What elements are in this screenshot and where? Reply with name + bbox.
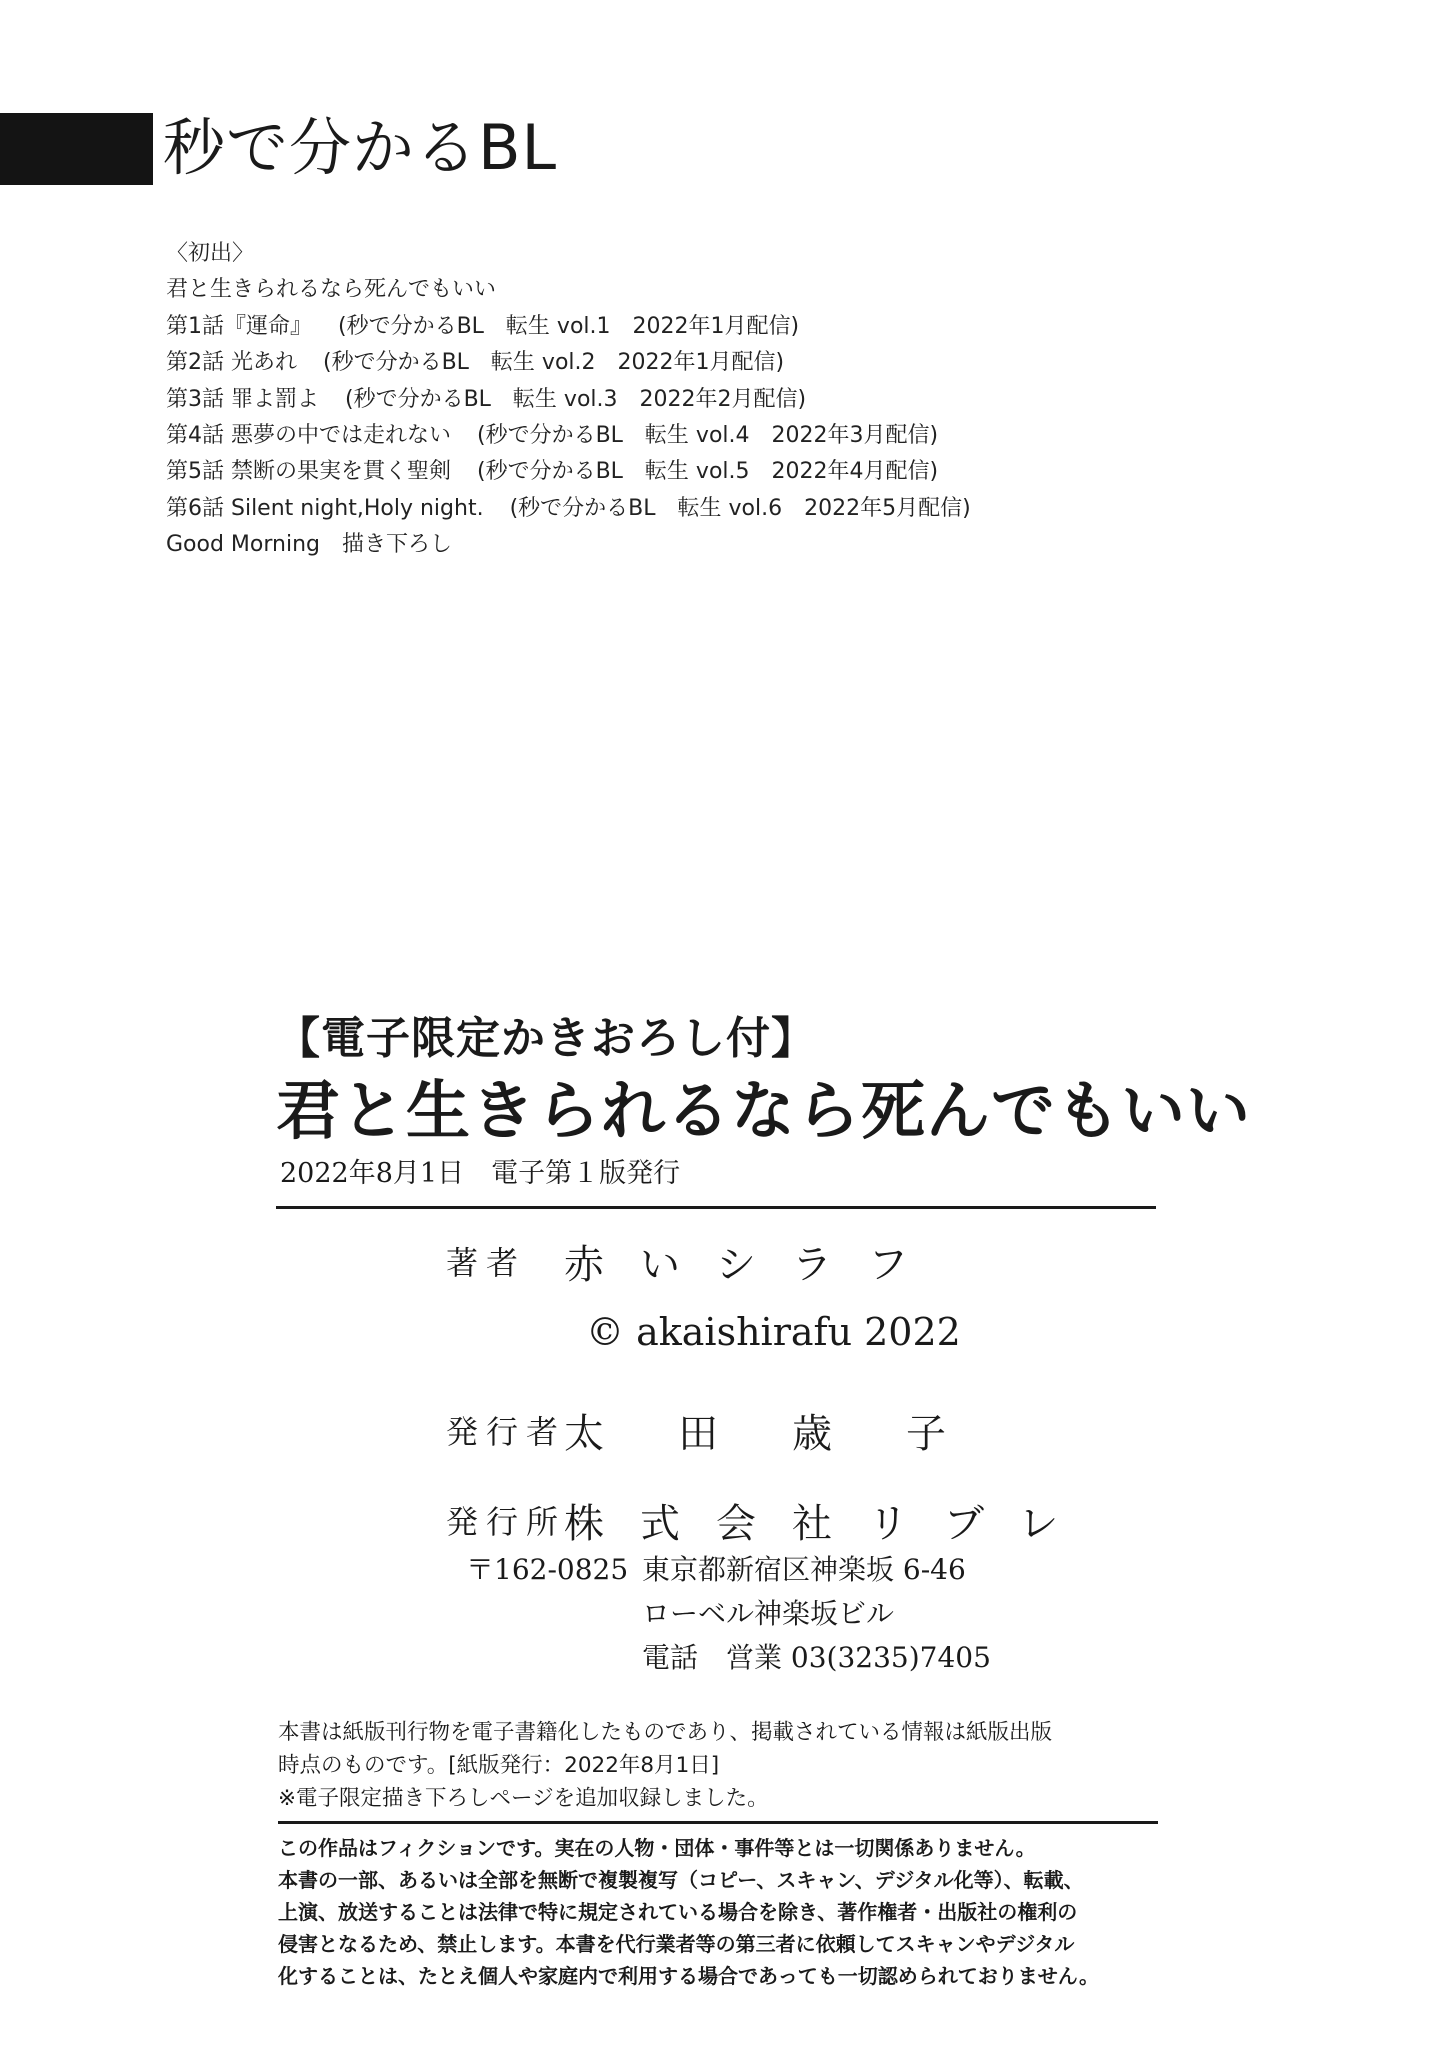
- credits: [446, 1226, 1095, 1560]
- divider: [276, 1206, 1156, 1209]
- note-line: 時点のものです。[紙版発行：2022年8月1日]: [278, 1753, 720, 1778]
- legal-line: この作品はフィクションです。実在の人物・団体・事件等とは一切関係ありません。: [278, 1836, 1036, 1860]
- author-name: 赤いシラフ: [564, 1241, 944, 1288]
- episode-title: 第3話 罪よ罰よ: [166, 386, 319, 412]
- episode-title: 第6話 Silent night,Holy night.: [166, 495, 484, 521]
- list-item: [166, 382, 971, 418]
- colophon-header: [276, 1010, 1251, 1209]
- list-item: [166, 418, 971, 454]
- house-role: 発行所: [446, 1503, 567, 1541]
- address-building: ローベル神楽坂ビル: [642, 1597, 895, 1630]
- legal-line: 上演、放送することは法律で特に規定されている場合を除き、著作権者・出版社の権利の: [278, 1900, 1078, 1924]
- notes: [278, 1716, 1158, 1992]
- episode-source: (秒で分かるBL 転生 vol.3 2022年2月配信): [345, 386, 807, 412]
- house-name: 株式会社リブレ: [564, 1500, 1095, 1547]
- edition-banner: 【電子限定かきおろし付】: [276, 1013, 816, 1064]
- first-publication-book: 君と生きられるなら死んでもいい: [166, 277, 497, 303]
- list-item: [166, 309, 971, 345]
- episode-source: (秒で分かるBL 転生 vol.6 2022年5月配信): [509, 495, 971, 521]
- episode-source: (秒で分かるBL 転生 vol.4 2022年3月配信): [477, 423, 939, 449]
- list-item: [166, 491, 971, 527]
- legal-line: 本書の一部、あるいは全部を無断で複製複写（コピー、スキャン、デジタル化等）、転載、: [278, 1868, 1084, 1892]
- address-block: [466, 1548, 991, 1680]
- episode-title: 第1話『運命』: [166, 313, 312, 339]
- list-item: [166, 454, 971, 490]
- author-row: [446, 1226, 1046, 1296]
- episode-title: 第5話 禁断の果実を貫く聖剣: [166, 459, 451, 485]
- episode-title: 第2話 光あれ: [166, 350, 297, 376]
- issue-date: 2022年8月1日 電子第１版発行: [280, 1158, 681, 1189]
- divider: [278, 1821, 1158, 1824]
- first-publication-heading: 〈初出〉: [166, 241, 255, 266]
- episode-source: (秒で分かるBL 転生 vol.2 2022年1月配信): [323, 350, 785, 376]
- postal-code: 〒162-0825: [466, 1553, 629, 1586]
- note-line: 本書は紙版刊行物を電子書籍化したものであり、掲載されている情報は紙版出版: [278, 1720, 1053, 1745]
- publisher-name: 太田歳子: [564, 1410, 1020, 1457]
- address-line-1: [466, 1548, 991, 1592]
- note-line: ※電子限定描き下ろしページを追加収録しました。: [278, 1786, 769, 1811]
- book-title: 君と生きられるなら死んでもいい: [276, 1075, 1251, 1149]
- legal-notice: [278, 1832, 1158, 1992]
- legal-line: 侵害となるため、禁止します。本書を代行業者等の第三者に依頼してスキャンやデジタル: [278, 1932, 1075, 1956]
- list-item: [166, 527, 971, 563]
- episode-source: (秒で分かるBL 転生 vol.5 2022年4月配信): [477, 459, 939, 485]
- legal-line: 化することは、たとえ個人や家庭内で利用する場合であっても一切認められておりません。: [278, 1964, 1099, 1988]
- phone: 電話 営業 03(3235)7405: [642, 1641, 991, 1674]
- copyright: © akaishirafu 2022: [586, 1310, 961, 1354]
- label-black-bar: [0, 113, 153, 185]
- author-role: 著者: [446, 1244, 527, 1282]
- episode-title: 第4話 悪夢の中では走れない: [166, 423, 451, 449]
- episode-title: Good Morning 描き下ろし: [166, 532, 452, 558]
- publisher-role: 発行者: [446, 1413, 567, 1451]
- episode-source: (秒で分かるBL 転生 vol.1 2022年1月配信): [338, 313, 800, 339]
- first-publication-list: [166, 236, 971, 564]
- list-item: [166, 345, 971, 381]
- label-title: 秒で分かるBL: [163, 111, 558, 184]
- publisher-row: [446, 1390, 1046, 1470]
- address-street: 東京都新宿区神楽坂 6-46: [642, 1553, 966, 1586]
